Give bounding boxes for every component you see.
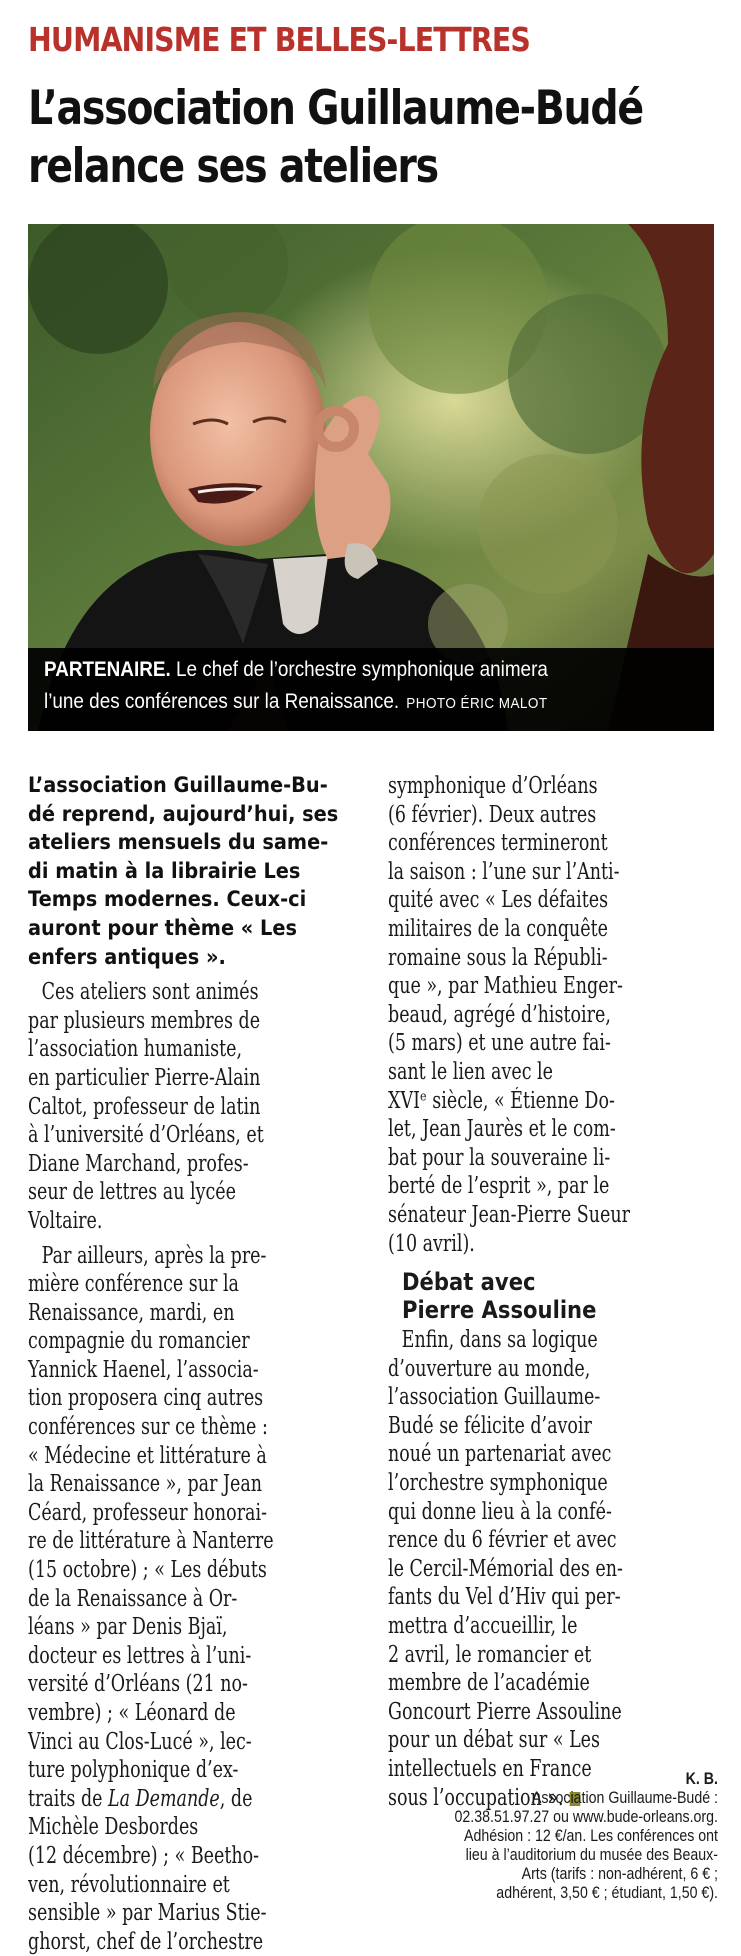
text-line: Renaissance, mardi, en — [28, 1299, 288, 1328]
text-line: symphonique d’Orléans — [388, 772, 639, 801]
text-line: Michèle Desbordes — [28, 1813, 288, 1842]
caption-text: Le chef de l’orchestre symphonique animera — [171, 658, 548, 681]
text-line: d’ouverture au monde, — [388, 1355, 639, 1384]
text-line: XVIᵉ siècle, « Étienne Do- — [388, 1087, 639, 1116]
text-line: de la Renaissance à Or- — [28, 1585, 288, 1614]
text-line: (15 octobre) ; « Les débuts — [28, 1556, 288, 1585]
text-line: beaud, agrégé d’histoire, — [388, 1001, 639, 1030]
text-line: 02.38.51.97.27 ou www.bude-orleans.org. — [434, 1808, 718, 1827]
text-line: conférences termineront — [388, 829, 639, 858]
text-line: le Cercil-Mémorial des en- — [388, 1555, 639, 1584]
text-line: Budé se félicite d’avoir — [388, 1412, 639, 1441]
subheading — [402, 1268, 718, 1324]
text-line: l’association humaniste, — [28, 1035, 288, 1064]
text-line: (6 février). Deux autres — [388, 801, 639, 830]
text-line: intellectuels en France — [388, 1755, 639, 1784]
text-line: bat pour la souveraine li- — [388, 1144, 639, 1173]
paragraph — [388, 772, 718, 1258]
text-line: « Médecine et littérature à — [28, 1442, 288, 1471]
text-line: (12 décembre) ; « Beetho- — [28, 1842, 288, 1871]
text-line: que », par Mathieu Enger- — [388, 972, 639, 1001]
headline-line: L’association Guillaume-Budé — [28, 80, 708, 138]
text-line: dé reprend, aujourd’hui, ses — [28, 801, 336, 830]
text-line: la saison : l’une sur l’Anti- — [388, 858, 639, 887]
text-line: noué un partenariat avec — [388, 1440, 639, 1469]
text-line: vembre) ; « Léonard de — [28, 1699, 288, 1728]
section-kicker: HUMANISME ET BELLES-LETTRES — [28, 20, 530, 59]
paragraph — [28, 978, 370, 1235]
text-line: berté de l’esprit », par le — [388, 1172, 639, 1201]
text-line: auront pour thème « Les — [28, 915, 336, 944]
text-line: qui donne lieu à la confé- — [388, 1498, 639, 1527]
article-column-left — [28, 772, 370, 1956]
text-line: Voltaire. — [28, 1207, 288, 1236]
text-line: mettra d’accueillir, le — [388, 1612, 639, 1641]
caption-text: l’une des conférences sur la Renaissance. — [44, 690, 399, 713]
text-line: Arts (tarifs : non-adhérent, 6 € ; — [434, 1865, 718, 1884]
text-line: Céard, professeur honorai- — [28, 1499, 288, 1528]
text-line: Association Guillaume-Budé : — [434, 1789, 718, 1808]
text-line: l’association Guillaume- — [388, 1383, 639, 1412]
text-line: docteur es lettres à l’uni- — [28, 1642, 288, 1671]
text-line: mière conférence sur la — [28, 1270, 288, 1299]
text-line: sensible » par Marius Stie- — [28, 1899, 288, 1928]
text-line: sant le lien avec le — [388, 1058, 639, 1087]
photo-caption — [28, 648, 714, 731]
text-line: enfers antiques ». — [28, 944, 336, 973]
text-line: Pierre Assouline — [402, 1296, 680, 1324]
text-line: Débat avec — [402, 1268, 680, 1296]
text-line: sénateur Jean-Pierre Sueur — [388, 1201, 639, 1230]
text-line: Enfin, dans sa logique — [388, 1326, 639, 1355]
text-line: Adhésion : 12 €/an. Les conférences ont — [434, 1827, 718, 1846]
text-line: L’association Guillaume-Bu- — [28, 772, 336, 801]
text-line: fants du Vel d’Hiv qui per- — [388, 1583, 639, 1612]
text-line: léans » par Denis Bjaï, — [28, 1613, 288, 1642]
text-line: seur de lettres au lycée — [28, 1178, 288, 1207]
text-line: Ces ateliers sont animés — [28, 978, 288, 1007]
text-line: membre de l’académie — [388, 1669, 639, 1698]
text-line: tion proposera cinq autres — [28, 1384, 288, 1413]
text-line: conférences sur ce thème : — [28, 1413, 288, 1442]
text-line: à l’université d’Orléans, et — [28, 1121, 288, 1150]
author-initials: K. B. — [434, 1770, 718, 1789]
text-line: (5 mars) et une autre fai- — [388, 1029, 639, 1058]
text-line: romaine sous la Républi- — [388, 944, 639, 973]
text-line: re de littérature à Nanterre — [28, 1527, 288, 1556]
text-line: pour un débat sur « Les — [388, 1726, 639, 1755]
text-line: (10 avril). — [388, 1230, 639, 1259]
text-line: par plusieurs membres de — [28, 1007, 288, 1036]
text-line: en particulier Pierre-Alain — [28, 1064, 288, 1093]
text-line: l’orchestre symphonique — [388, 1469, 639, 1498]
text-line: di matin à la librairie Les — [28, 858, 336, 887]
caption-line — [44, 690, 548, 714]
text-line: adhérent, 3,50 € ; étudiant, 1,50 €). — [434, 1884, 718, 1903]
article-footer — [388, 1770, 718, 1903]
text-line: Vinci au Clos-Lucé », lec- — [28, 1728, 288, 1757]
contact-info — [388, 1789, 718, 1903]
headline-line: relance ses ateliers — [28, 138, 708, 196]
article-lead — [28, 772, 370, 972]
text-line: Par ailleurs, après la pre- — [28, 1242, 288, 1271]
text-line: sous l’occupation ». — [388, 1784, 639, 1813]
text-line: ateliers mensuels du same- — [28, 829, 336, 858]
text-line: Diane Marchand, profes- — [28, 1150, 288, 1179]
text-line: Temps modernes. Ceux-ci — [28, 886, 336, 915]
text-line: quité avec « Les défaites — [388, 886, 639, 915]
paragraph — [388, 1326, 718, 1812]
text-line: Yannick Haenel, l’associa- — [28, 1356, 288, 1385]
text-line: let, Jean Jaurès et le com- — [388, 1115, 639, 1144]
text-line: 2 avril, le romancier et — [388, 1641, 639, 1670]
caption-label: PARTENAIRE. — [44, 658, 171, 681]
text-line: versité d’Orléans (21 no- — [28, 1670, 288, 1699]
text-line: Caltot, professeur de latin — [28, 1093, 288, 1122]
text-line: rence du 6 février et avec — [388, 1526, 639, 1555]
text-line: Goncourt Pierre Assouline — [388, 1698, 639, 1727]
text-line: ghorst, chef de l’orchestre — [28, 1928, 288, 1956]
text-line: compagnie du romancier — [28, 1327, 288, 1356]
text-line: traits de La Demande, de — [28, 1785, 288, 1814]
text-line: ven, révolutionnaire et — [28, 1871, 288, 1900]
caption-line — [44, 658, 548, 682]
photo-credit: PHOTO ÉRIC MALOT — [406, 695, 547, 712]
headline — [28, 80, 708, 196]
text-line: lieu à l’auditorium du musée des Beaux- — [434, 1846, 718, 1865]
paragraph — [28, 1242, 370, 1956]
text-line: la Renaissance », par Jean — [28, 1470, 288, 1499]
text-line: ture polyphonique d’ex- — [28, 1756, 288, 1785]
article-column-right — [388, 772, 718, 1812]
text-line: militaires de la conquête — [388, 915, 639, 944]
